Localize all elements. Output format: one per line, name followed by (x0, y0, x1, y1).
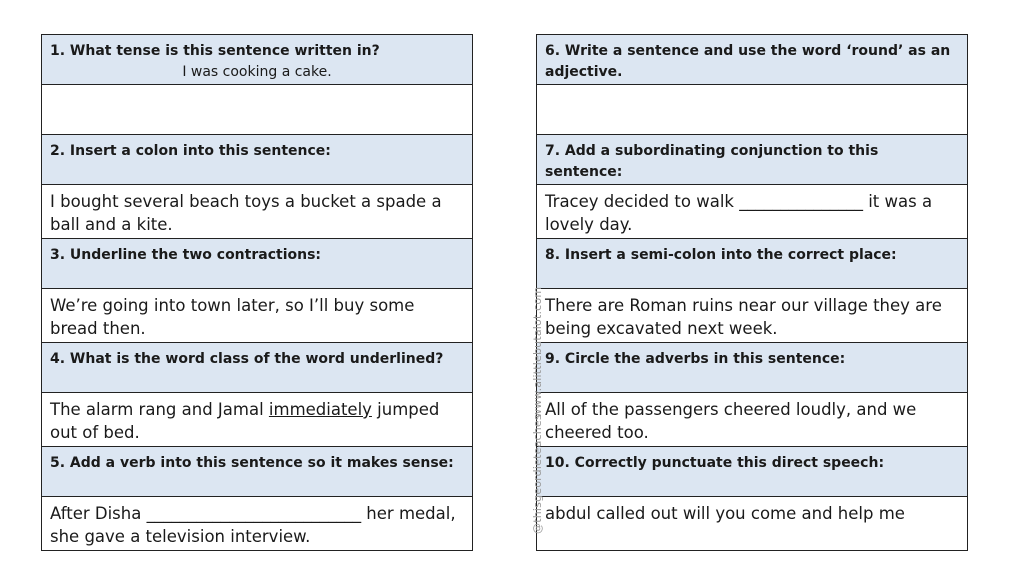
question-4-text-before: The alarm rang and Jamal (50, 400, 269, 419)
question-4-sentence (42, 393, 472, 447)
question-4-text-after: jumped out of bed. (50, 400, 440, 442)
question-1-sentence: I was cooking a cake. (182, 64, 332, 80)
question-5-sentence: After Disha __________________________ her medal, she gave a television interview. (42, 497, 472, 551)
answer-box-1[interactable] (42, 85, 472, 135)
question-2-sentence: I bought several beach toys a bucket a spade a ball and a kite. (42, 185, 472, 239)
question-8: 8. Insert a semi-colon into the correct place: (537, 239, 967, 289)
answer-box-6[interactable] (537, 85, 967, 135)
left-question-column (41, 34, 473, 551)
question-10-sentence: abdul called out will you come and help me (537, 497, 967, 551)
question-9-sentence: All of the passengers cheered loudly, and we cheered too. (537, 393, 967, 447)
question-1 (42, 35, 472, 85)
right-question-column (536, 34, 968, 551)
watermark-site: www.alittlebutalot.com (531, 286, 544, 418)
question-2: 2. Insert a colon into this sentence: (42, 135, 472, 185)
question-5: 5. Add a verb into this sentence so it makes sense: (42, 447, 472, 497)
question-8-sentence: There are Roman ruins near our village they are being excavated next week. (537, 289, 967, 343)
question-3: 3. Underline the two contractions: (42, 239, 472, 289)
question-7-sentence: Tracey decided to walk _______________ it was a lovely day. (537, 185, 967, 239)
question-7: 7. Add a subordinating conjunction to this sentence: (537, 135, 967, 185)
question-9: 9. Circle the adverbs in this sentence: (537, 343, 967, 393)
question-10: 10. Correctly punctuate this direct speech: (537, 447, 967, 497)
question-4: 4. What is the word class of the word underlined? (42, 343, 472, 393)
question-1-title: 1. What tense is this sentence written in? (50, 43, 380, 59)
question-3-sentence: We’re going into town later, so I’ll buy some bread then. (42, 289, 472, 343)
underlined-word: immediately (268, 400, 372, 419)
question-6: 6. Write a sentence and use the word ‘round’ as an adjective. (537, 35, 967, 85)
watermark-handle: @thisgeordieteaches (531, 414, 544, 534)
